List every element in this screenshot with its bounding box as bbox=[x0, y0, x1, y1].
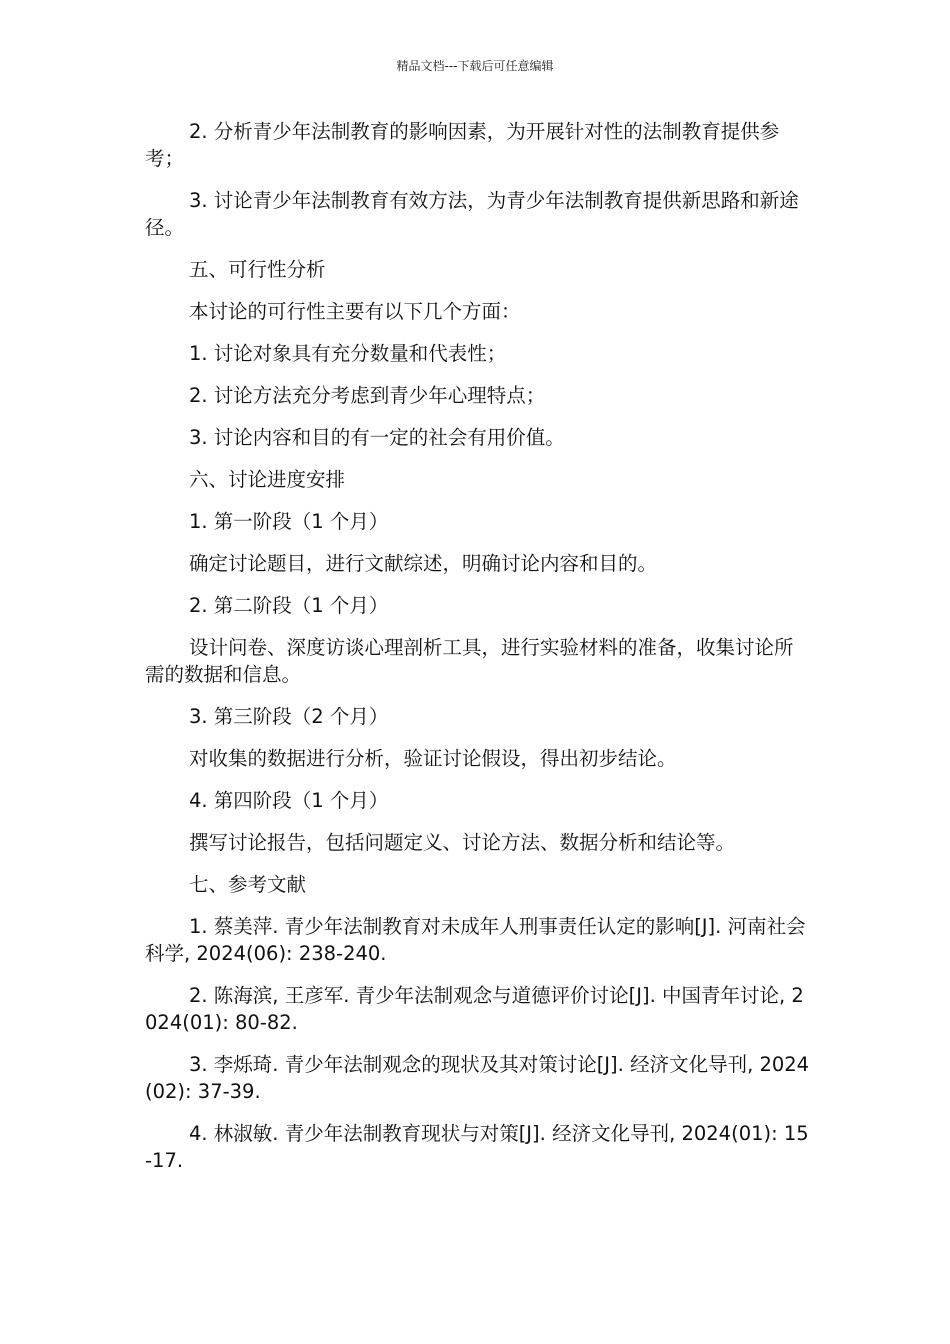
schedule-phase-1: 1. 第一阶段（1 个月） bbox=[189, 510, 389, 533]
feasibility-item-2: 2. 讨论方法充分考虑到青少年心理特点； bbox=[189, 384, 546, 407]
reference-item-3: 3. 李烁琦. 青少年法制观念的现状及其对策讨论[J]. 经济文化导刊, 2024(02): 37-39. bbox=[145, 1053, 810, 1103]
schedule-phase-3-desc: 对收集的数据进行分析，验证讨论假设，得出初步结论。 bbox=[189, 747, 677, 770]
section-heading-feasibility: 五、可行性分析 bbox=[189, 258, 326, 281]
objective-item-2: 2. 分析青少年法制教育的影响因素，为开展针对性的法制教育提供参考； bbox=[145, 120, 780, 170]
document-body bbox=[145, 118, 810, 1189]
schedule-phase-1-desc: 确定讨论题目，进行文献综述，明确讨论内容和目的。 bbox=[189, 552, 658, 575]
schedule-phase-4: 4. 第四阶段（1 个月） bbox=[189, 789, 389, 812]
feasibility-item-3: 3. 讨论内容和目的有一定的社会有用价值。 bbox=[189, 426, 565, 449]
reference-item-4: 4. 林淑敏. 青少年法制教育现状与对策[J]. 经济文化导刊, 2024(01): 15-17. bbox=[145, 1122, 809, 1172]
objective-item-3: 3. 讨论青少年法制教育有效方法，为青少年法制教育提供新思路和新途径。 bbox=[145, 189, 799, 239]
feasibility-intro: 本讨论的可行性主要有以下几个方面： bbox=[189, 300, 521, 323]
reference-item-1: 1. 蔡美萍. 青少年法制教育对未成年人刑事责任认定的影响[J]. 河南社会科学, 2024(06): 238-240. bbox=[145, 915, 806, 965]
reference-item-2: 2. 陈海滨, 王彦军. 青少年法制观念与道德评价讨论[J]. 中国青年讨论, 2024(01): 80-82. bbox=[145, 984, 804, 1034]
section-heading-references: 七、参考文献 bbox=[189, 873, 307, 896]
page-header: 精品文档---下载后可任意编辑 bbox=[396, 59, 554, 73]
schedule-phase-2-desc: 设计问卷、深度访谈心理剖析工具，进行实验材料的准备，收集讨论所需的数据和信息。 bbox=[145, 636, 794, 686]
schedule-phase-2: 2. 第二阶段（1 个月） bbox=[189, 594, 389, 617]
schedule-phase-4-desc: 撰写讨论报告，包括问题定义、讨论方法、数据分析和结论等。 bbox=[189, 831, 736, 854]
schedule-phase-3: 3. 第三阶段（2 个月） bbox=[189, 705, 389, 728]
feasibility-item-1: 1. 讨论对象具有充分数量和代表性； bbox=[189, 342, 507, 365]
section-heading-schedule: 六、讨论进度安排 bbox=[189, 468, 346, 491]
